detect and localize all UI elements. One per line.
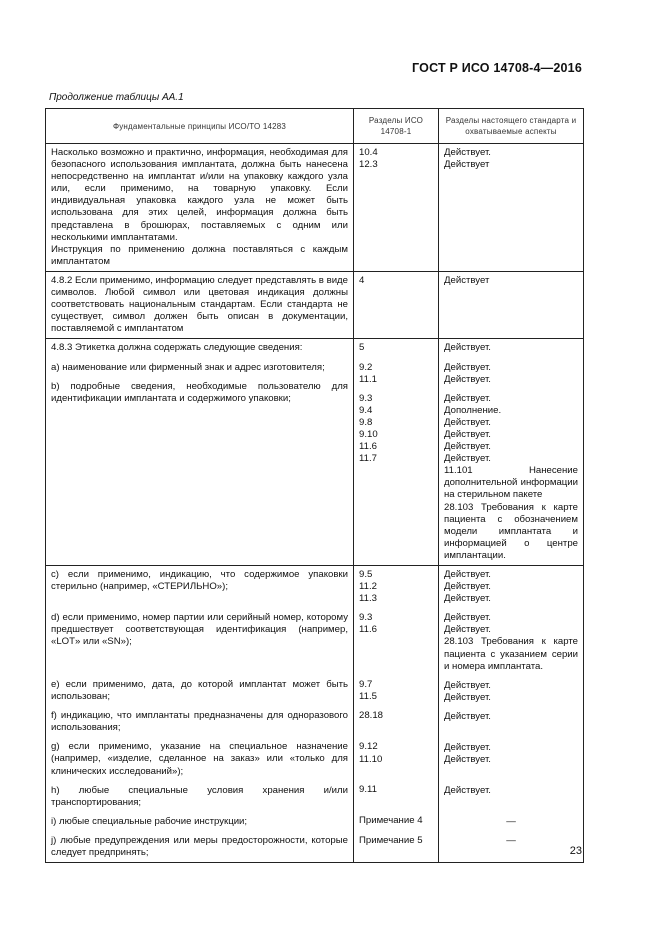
aspects-cell: Действует. Действует bbox=[439, 144, 584, 272]
aspect-text: Действует. Действует. Действует. bbox=[444, 569, 491, 605]
list-item: а) наименование или фирменный знак и адрес изготовителя; bbox=[51, 361, 325, 373]
sections-cell bbox=[354, 339, 439, 566]
header-iso-sections: Разделы ИСО 14708-1 bbox=[354, 109, 439, 144]
aspects-cell: Действует bbox=[439, 271, 584, 338]
table-row bbox=[46, 339, 584, 566]
section-refs: 9.7 11.5 bbox=[359, 679, 377, 703]
aspect-text: Действует. bbox=[444, 710, 491, 722]
table-row bbox=[46, 566, 584, 863]
section-refs: 9.12 11.10 bbox=[359, 741, 383, 765]
section-refs: 28.18 bbox=[359, 710, 384, 722]
principle-cell bbox=[46, 339, 354, 566]
aspect-text: Действует. Действует. bbox=[444, 679, 491, 703]
list-item: 4.8.3 Этикетка должна содержать следующие сведения: bbox=[51, 342, 303, 354]
list-item: i) любые специальные рабочие инструкции; bbox=[51, 815, 248, 827]
section-refs: 9.11 bbox=[359, 784, 377, 796]
list-item: g) если применимо, указание на специальное назначение (например, «изделие, сделанное на заказ» или «только для клинических исследований»); bbox=[51, 741, 348, 777]
table-row bbox=[46, 271, 584, 338]
standards-table bbox=[45, 108, 584, 863]
header-standard-sections: Разделы настоящего стандарта и охватываемые аспекты bbox=[439, 109, 584, 144]
list-item: d) если применимо, номер партии или серийный номер, которому предшествует соответствующая идентификация (например, «LOT» или «SN»); bbox=[51, 612, 348, 648]
section-refs: 9.2 11.1 bbox=[359, 361, 377, 385]
aspect-text: Действует. Действует. 28.103 Требования к карте пациента с указанием серии и номера имплантата. bbox=[444, 612, 578, 672]
sections-cell: 10.4 12.3 bbox=[354, 144, 439, 272]
sections-cell bbox=[354, 566, 439, 863]
list-item: j) любые предупреждения или меры предосторожности, которые следует предпринять; bbox=[51, 834, 348, 859]
list-item: h) любые специальные условия хранения и/или транспортирования; bbox=[51, 784, 348, 808]
aspect-text: — bbox=[506, 815, 516, 827]
section-refs: 9.3 11.6 bbox=[359, 612, 377, 636]
section-refs: Примечание 5 bbox=[359, 834, 423, 846]
aspect-text: Действует. Действует. bbox=[444, 741, 491, 766]
aspect-text: Действует. Действует. bbox=[444, 361, 491, 385]
aspects-cell bbox=[439, 566, 584, 863]
table-header-row bbox=[46, 109, 584, 144]
header-principles: Фундаментальные принципы ИСО/ТО 14283 bbox=[46, 109, 354, 144]
list-item: с) если применимо, индикацию, что содержимое упаковки стерильно (например, «СТЕРИЛЬНО»); bbox=[51, 569, 348, 593]
sections-cell: 4 bbox=[354, 271, 439, 338]
aspect-text: — bbox=[506, 835, 516, 847]
section-refs: 9.3 9.4 9.8 9.10 11.6 11.7 bbox=[359, 392, 378, 465]
document-code: ГОСТ Р ИСО 14708-4—2016 bbox=[412, 61, 582, 75]
list-item: f) индикацию, что имплантаты предназначены для одноразового использования; bbox=[51, 710, 349, 734]
page-number: 23 bbox=[569, 845, 582, 857]
aspect-text: Действует. bbox=[444, 342, 491, 354]
aspect-text: Действует. bbox=[444, 784, 491, 796]
principle-cell bbox=[46, 144, 354, 272]
principle-text: Насколько возможно и практично, информация, необходимая для безопасного использования имплантата, должна быть нанесена непосредственно на имплантат и/или на упаковку каждого узла или, если применимо, на товарную упаковку. Если индивидуальная упаковка каждого узла не может быть использована для этих целей, информация должна быть представлена в брошюрах, поставляемых с одним или несколькими имплантатами. bbox=[51, 147, 348, 243]
table-row bbox=[46, 144, 584, 272]
principle-text: Инструкция по применению должна поставляться с каждым имплантатом bbox=[51, 243, 348, 267]
principle-cell bbox=[46, 271, 354, 338]
section-refs: 5 bbox=[359, 342, 365, 354]
aspects-cell bbox=[439, 339, 584, 566]
table-caption: Продолжение таблицы АА.1 bbox=[49, 92, 184, 103]
list-item: е) если применимо, дата, до которой имплантат может быть использован; bbox=[51, 679, 348, 703]
principle-text: 4.8.2 Если применимо, информацию следует представлять в виде символов. Любой символ или цветовая индикация должны соответствовать национальным стандартам. Если стандарта не существует, символ должен быть описан в документации, поставляемой с имплантатом bbox=[51, 274, 348, 335]
aspect-text: Действует. Дополнение. Действует. Действует. Действует. Действует. 11.101 Нанесение дополнительной информации на стерильном пакете 28.103 Требования к карте пациента с обозначением модели имплантата и информацией о центре имплантации. bbox=[444, 392, 578, 561]
section-refs: 9.5 11.2 11.3 bbox=[359, 569, 377, 605]
principle-cell bbox=[46, 566, 354, 863]
list-item: b) подробные сведения, необходимые пользователю для идентификации имплантата и содержимого упаковки; bbox=[51, 380, 348, 404]
section-refs: Примечание 4 bbox=[359, 815, 423, 827]
